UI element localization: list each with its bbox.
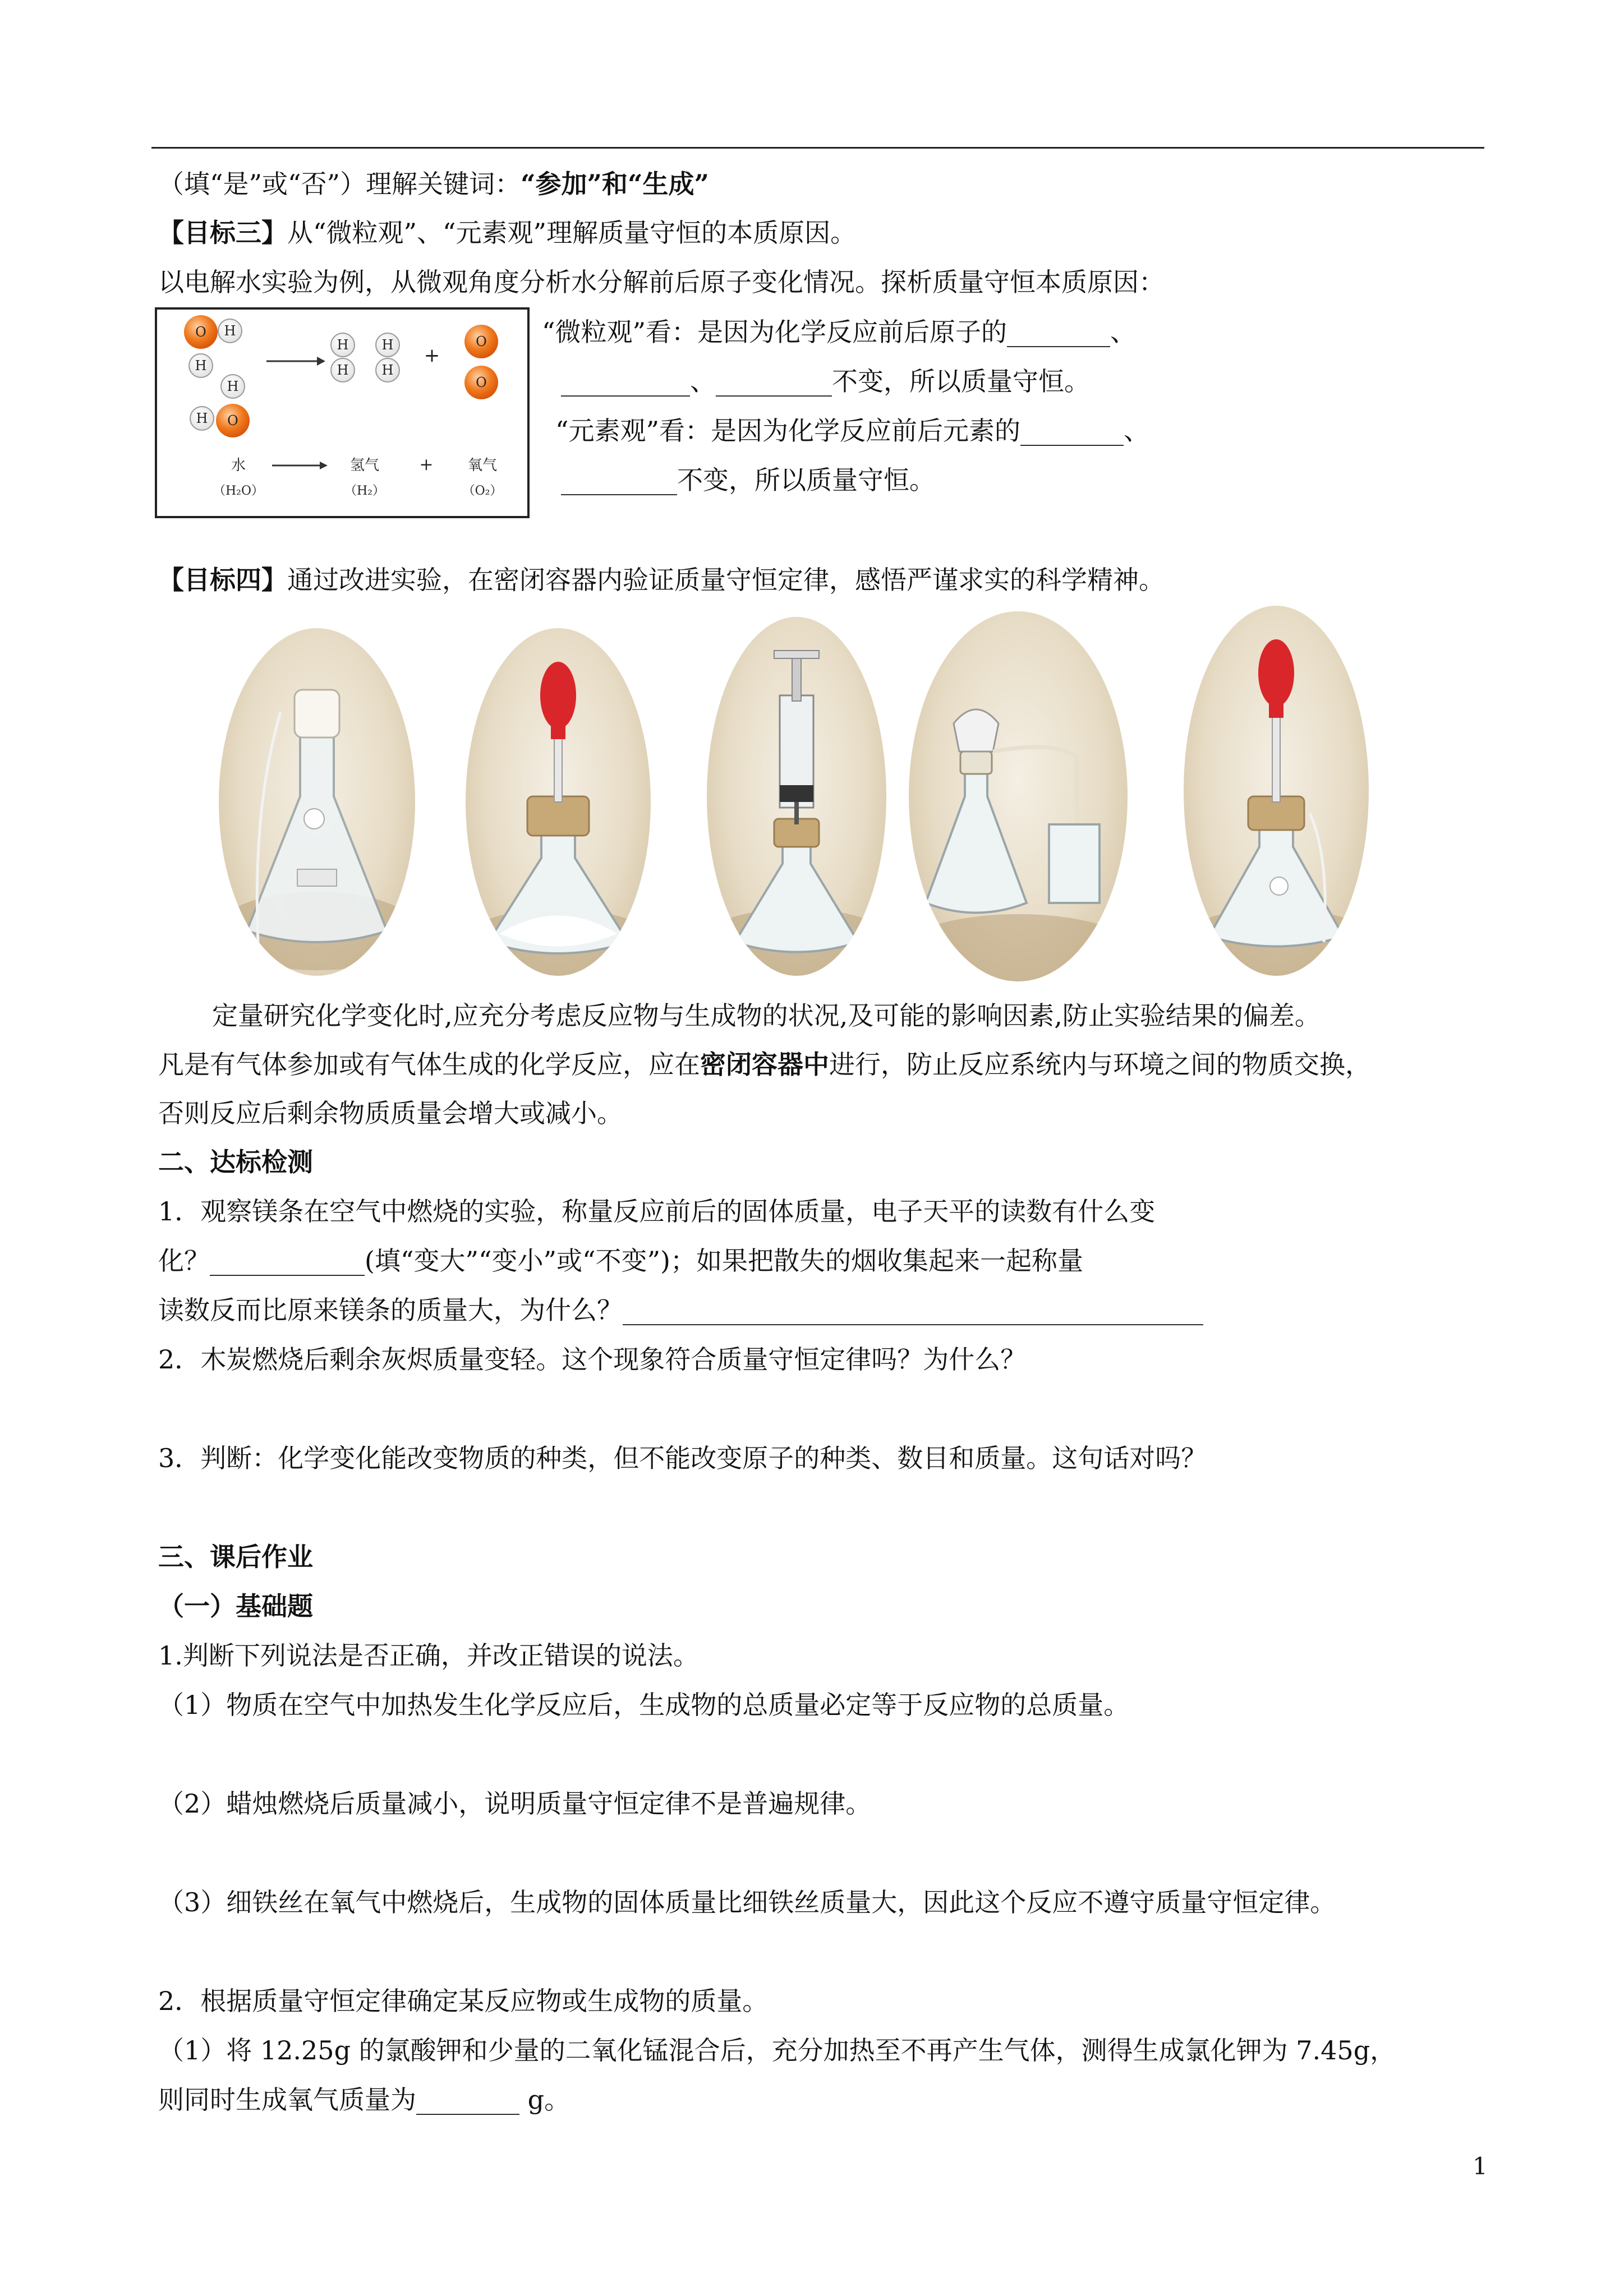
- hydrogen-label: 氢气: [349, 457, 380, 474]
- page-number: 1: [1473, 2152, 1488, 2180]
- photo-flask-dropper: [466, 628, 651, 976]
- atom-label: H: [381, 337, 394, 353]
- header-line-text: （填“是”或“否”）理解关键词：: [158, 169, 521, 199]
- atom-label: H: [196, 411, 208, 426]
- atom-label: O: [476, 334, 487, 349]
- plus-sign: +: [419, 455, 434, 474]
- atom-label: O: [227, 413, 238, 428]
- question1-line2: 化？____________(填“变大”“变小”或“不变”)；如果把散失的烟收集起来一起称量: [158, 1246, 1083, 1276]
- paragraph-line2: [158, 1048, 1371, 1081]
- atom-label: O: [195, 324, 206, 340]
- question3: 3．判断：化学变化能改变物质的种类，但不能改变原子的种类、数目和质量。这句话对吗？: [158, 1443, 1207, 1473]
- hydrogen-formula: （H₂）: [344, 484, 385, 498]
- question1-line3: 读数反而比原来镁条的质量大，为什么？_____________________________________________: [158, 1295, 1203, 1325]
- water-formula: （H₂O）: [213, 484, 264, 498]
- question2: 2．木炭燃烧后剩余灰烬质量变轻。这个现象符合质量守恒定律吗？为什么？: [158, 1344, 1027, 1375]
- header-line: [158, 167, 709, 201]
- homework1-item2: （2）蜡烛燃烧后质量减小，说明质量守恒定律不是普遍规律。: [158, 1788, 872, 1819]
- homework1-item1: （1）物质在空气中加热发生化学反应后，生成物的总质量必定等于反应物的总质量。: [158, 1690, 1130, 1720]
- oxygen-label: 氧气: [467, 457, 498, 474]
- photo-flask-with-beaker: [909, 611, 1128, 981]
- electrolysis-intro: 以电解水实验为例，从微观角度分析水分解前后原子变化情况。探析质量守恒本质原因：: [158, 267, 1165, 297]
- atom-label: H: [381, 362, 394, 378]
- atom-label: H: [224, 323, 236, 339]
- paragraph-line2-a: 凡是有气体参加或有气体生成的化学反应，应在: [158, 1049, 700, 1080]
- goal4-line: [158, 563, 1165, 597]
- goal3-text: 从“微粒观”、“元素观”理解质量守恒的本质原因。: [287, 218, 857, 248]
- subsection-basic: （一）基础题: [158, 1591, 313, 1621]
- photo-flask-syringe: [707, 617, 886, 976]
- goal4-label: 【目标四】: [158, 565, 287, 595]
- header-line-keywords: “参加”和“生成”: [521, 169, 709, 199]
- goal4-text: 通过改进实验，在密闭容器内验证质量守恒定律，感悟严谨求实的科学精神。: [287, 565, 1165, 595]
- paragraph-line2-c: 进行，防止反应系统内与环境之间的物质交换，: [829, 1049, 1371, 1080]
- photo-flask-stopper: [219, 628, 415, 976]
- paragraph-line2-emph: 密闭容器中: [700, 1049, 829, 1080]
- electrolysis-diagram-svg: [157, 310, 527, 516]
- electrolysis-diagram: [155, 307, 530, 518]
- water-molecule-2: [190, 375, 250, 437]
- section-heading-2: 二、达标检测: [158, 1147, 313, 1177]
- micro-view-line1: “微粒观”看：是因为化学反应前后原子的________、: [542, 317, 1137, 347]
- goal3-line: [158, 216, 856, 250]
- paragraph-line1: 定量研究化学变化时,应充分考虑反应物与生成物的状况,及可能的影响因素,防止实验结果的偏差。: [212, 1001, 1321, 1031]
- paragraph-line3: 否则反应后剩余物质质量会增大或减小。: [158, 1098, 623, 1128]
- atom-label: O: [476, 375, 487, 390]
- homework2-title: 2．根据质量守恒定律确定某反应物或生成物的质量。: [158, 1986, 769, 2016]
- atom-label: H: [227, 379, 239, 394]
- homework1-item3: （3）细铁丝在氧气中燃烧后，生成物的固体质量比细铁丝质量大，因此这个反应不遵守质量守恒定律。: [158, 1887, 1336, 1917]
- homework1-title: 1.判断下列说法是否正确，并改正错误的说法。: [158, 1640, 699, 1671]
- header-rule: [151, 147, 1484, 149]
- atom-label: H: [195, 358, 207, 374]
- goal3-label: 【目标三】: [158, 218, 287, 248]
- atom-label: H: [337, 362, 349, 378]
- bottom-arrow: [272, 462, 328, 469]
- micro-view-line2: __________、_________不变，所以质量守恒。: [561, 366, 1090, 397]
- reaction-arrow: [266, 357, 325, 366]
- element-view-line1: “元素观”看：是因为化学反应前后元素的________、: [555, 416, 1150, 446]
- oxygen-formula: （O₂）: [462, 484, 503, 498]
- photo-flask-dropper-2: [1184, 606, 1369, 976]
- homework2-item1-line1: （1）将 12.25g 的氯酸钾和少量的二氧化锰混合后，充分加热至不再产生气体，测得生成氯化钾为 7.45g，: [158, 2035, 1396, 2066]
- atom-label: H: [337, 337, 349, 353]
- element-view-line2: _________不变，所以质量守恒。: [561, 465, 935, 495]
- homework2-item1-line2: 则同时生成氧气质量为________ g。: [158, 2085, 571, 2115]
- section-heading-3: 三、课后作业: [158, 1542, 313, 1572]
- plus-sign: +: [424, 344, 440, 367]
- water-label: 水: [231, 457, 246, 474]
- question1-line1: 1．观察镁条在空气中燃烧的实验，称量反应前后的固体质量，电子天平的读数有什么变: [158, 1196, 1156, 1227]
